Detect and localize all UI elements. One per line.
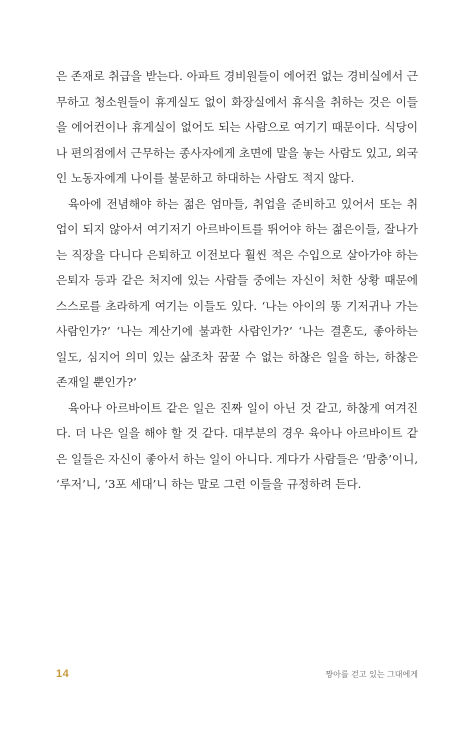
paragraph-1: 은 존재로 취급을 받는다. 아파트 경비원들이 에어컨 없는 경비실에서 근무하고 청소원들이 휴게실도 없이 화장실에서 휴식을 취하는 것은 이들을 에어컨이나 휴게실이 없어도 되는 사람으로 여기기 때문이다. 식당이나 편의점에서 근무하는 종사자에게 초면에 말을 놓는 사람도 있고, 외국인 노동자에게 나이를 불문하고 하대하는 사람도 적지 않다.: [56, 69, 418, 185]
paragraph-3: 육아나 아르바이트 같은 일은 진짜 일이 아닌 것 같고, 하찮게 여겨진다. 더 나은 일을 해야 할 것 같다. 대부분의 경우 육아나 아르바이트 같은 일들은 자신이 좋아서 하는 일이 아니다. 게다가 사람들은 ‘맘충’이니, ‘루저’니, ‘3포 세대’니 하는 말로 그런 이들을 규정하려 든다.: [56, 400, 418, 491]
page-footer: [56, 666, 418, 682]
page-number: 14: [56, 668, 70, 680]
paragraph-2: 육아에 전념해야 하는 젊은 엄마들, 취업을 준비하고 있어서 또는 취업이 되지 않아서 여기저기 아르바이트를 뛰어야 하는 젊은이들, 잘나가는 직장을 다니다 은퇴하고 이전보다 훨씬 적은 수입으로 살아가야 하는 은퇴자 등과 같은 처지에 있는 사람들 중에는 자신이 처한 상황 때문에 스스로를 초라하게 여기는 이들도 있다. ‘나는 아이의 똥 기저귀나 가는 사람인가?’ ‘나는 계산기에 불과한 사람인가?’ ‘나는 결혼도, 좋아하는 일도, 심지어 의미 있는 삶조차 꿈꿀 수 없는 하찮은 일을 하는, 하찮은 존재일 뿐인가?’: [56, 196, 418, 389]
body-text: [56, 64, 418, 498]
running-title: 짱아를 걷고 있는 그대에게: [325, 669, 418, 679]
